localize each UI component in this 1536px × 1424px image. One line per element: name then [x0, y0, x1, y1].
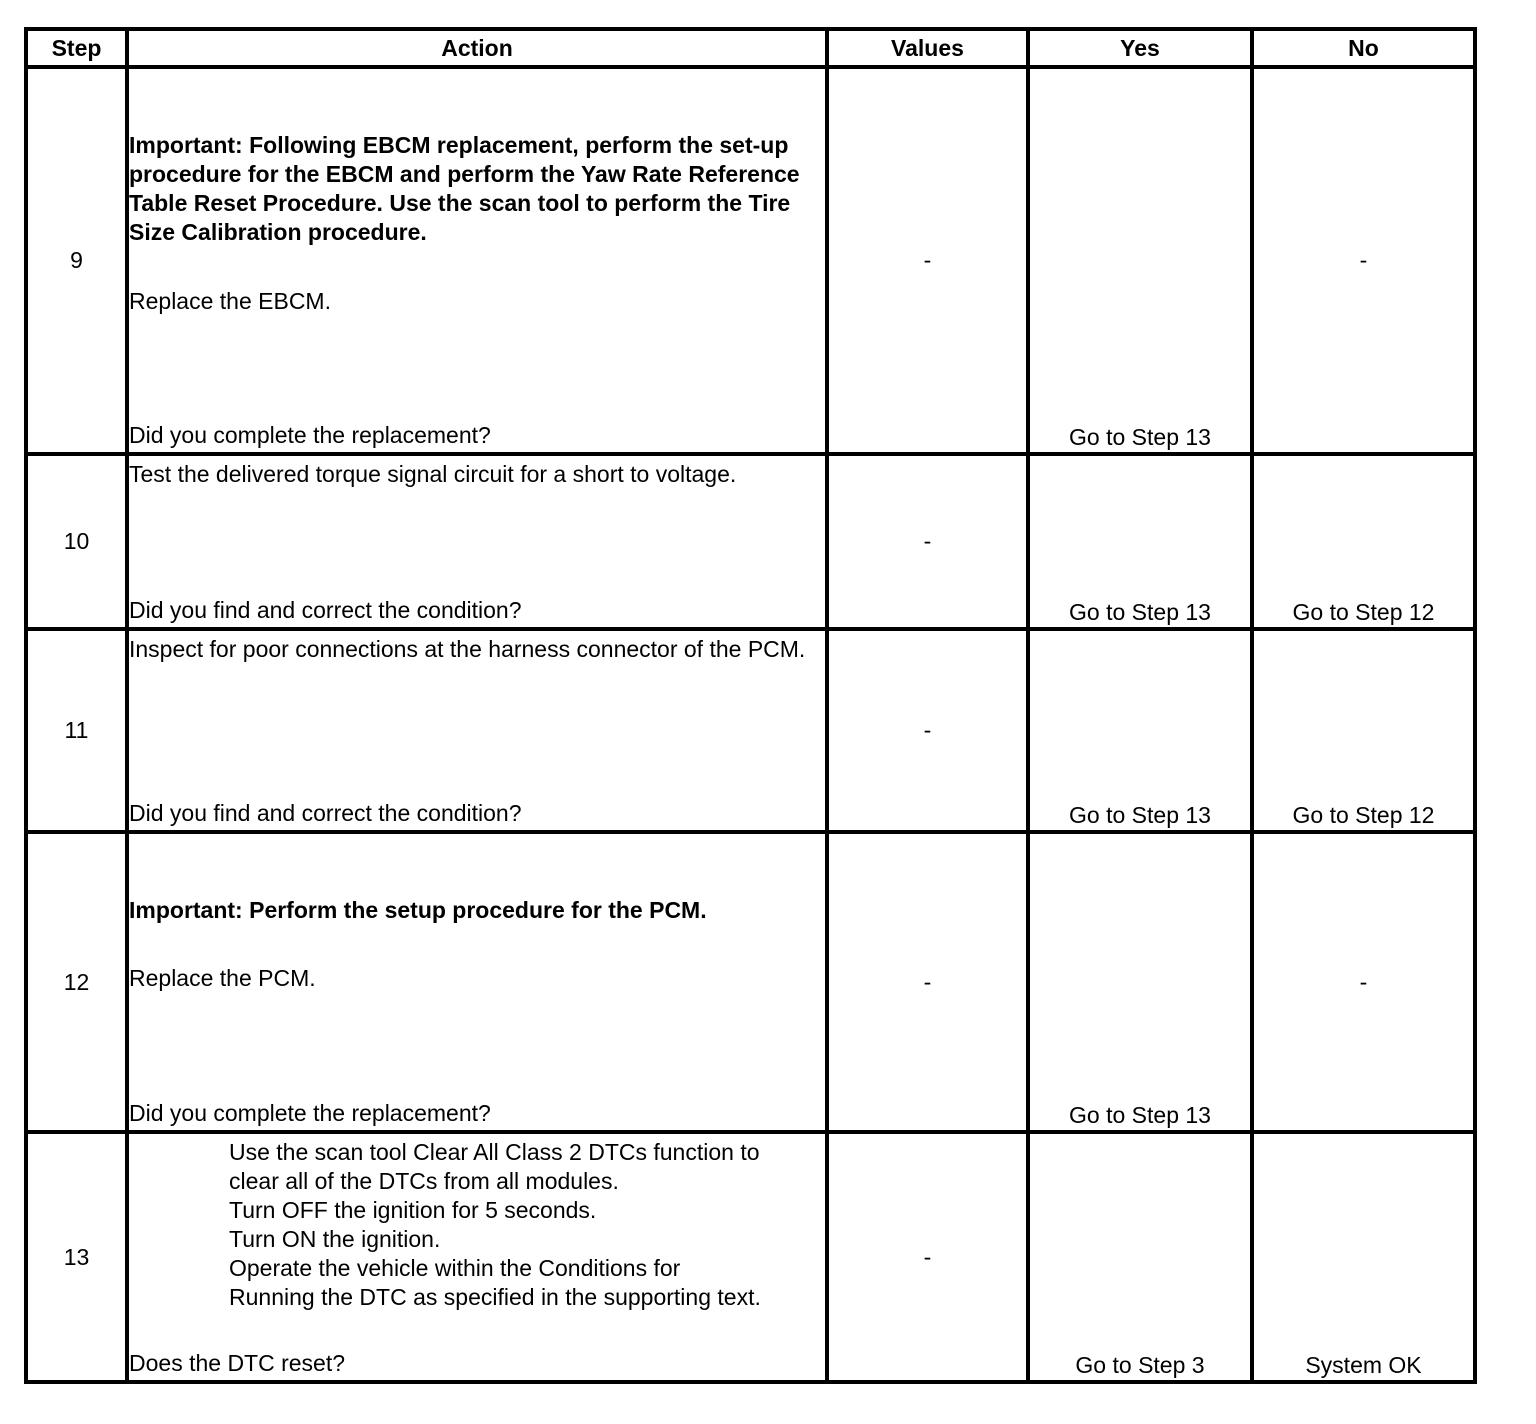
- list-item: Turn OFF the ignition for 5 seconds.: [229, 1197, 597, 1223]
- action-question: Did you find and correct the condition?: [129, 800, 522, 826]
- yes-cell: Go to Step 13: [1028, 629, 1252, 832]
- important-note: Important: Perform the setup procedure for the PCM.: [129, 897, 707, 923]
- header-row: [26, 29, 1475, 67]
- action-cell: [127, 67, 827, 454]
- list-item: Running the DTC as specified in the supporting text.: [229, 1284, 761, 1310]
- header-values: Values: [827, 29, 1028, 67]
- action-question: Did you complete the replacement?: [129, 422, 491, 448]
- no-cell: System OK: [1252, 1132, 1475, 1382]
- no-cell: -: [1252, 67, 1475, 454]
- list-item: clear all of the DTCs from all modules.: [229, 1168, 619, 1194]
- yes-cell: Go to Step 13: [1028, 454, 1252, 629]
- no-cell: Go to Step 12: [1252, 454, 1475, 629]
- values-cell: -: [827, 454, 1028, 629]
- action-question: Does the DTC reset?: [129, 1350, 346, 1376]
- action-cell: [127, 629, 827, 832]
- no-cell: Go to Step 12: [1252, 629, 1475, 832]
- diagnostic-table: [24, 27, 1477, 1384]
- step-number: 9: [26, 67, 127, 454]
- action-question: Did you complete the replacement?: [129, 1100, 491, 1126]
- table-row: [26, 1132, 1475, 1382]
- yes-cell: Go to Step 3: [1028, 1132, 1252, 1382]
- list-item: Turn ON the ignition.: [229, 1226, 441, 1252]
- table-row: [26, 832, 1475, 1132]
- table-row: [26, 629, 1475, 832]
- action-instruction: Replace the EBCM.: [129, 288, 331, 314]
- step-number: 11: [26, 629, 127, 832]
- table-row: [26, 67, 1475, 454]
- values-cell: -: [827, 832, 1028, 1132]
- values-cell: -: [827, 67, 1028, 454]
- action-instruction: Test the delivered torque signal circuit for a short to voltage.: [129, 461, 737, 487]
- action-steps-list: [129, 1138, 761, 1312]
- step-number: 13: [26, 1132, 127, 1382]
- action-question: Did you find and correct the condition?: [129, 597, 522, 623]
- table-row: [26, 454, 1475, 629]
- action-cell: [127, 454, 827, 629]
- action-cell: [127, 832, 827, 1132]
- header-action: Action: [127, 29, 827, 67]
- step-number: 12: [26, 832, 127, 1132]
- list-item: Operate the vehicle within the Conditions for: [229, 1255, 681, 1281]
- values-cell: -: [827, 629, 1028, 832]
- header-yes: Yes: [1028, 29, 1252, 67]
- yes-cell: Go to Step 13: [1028, 67, 1252, 454]
- values-cell: -: [827, 1132, 1028, 1382]
- list-item: Use the scan tool Clear All Class 2 DTCs function to: [229, 1139, 760, 1165]
- header-step: Step: [26, 29, 127, 67]
- important-note: Important: Following EBCM replacement, perform the set-up procedure for the EBCM and perform the Yaw Rate Reference Table Reset Procedure. Use the scan tool to perform the Tire Size Calibration procedure.: [129, 132, 800, 245]
- step-number: 10: [26, 454, 127, 629]
- yes-cell: Go to Step 13: [1028, 832, 1252, 1132]
- no-cell: -: [1252, 832, 1475, 1132]
- action-instruction: Replace the PCM.: [129, 965, 316, 991]
- action-instruction: Inspect for poor connections at the harness connector of the PCM.: [129, 636, 806, 662]
- header-no: No: [1252, 29, 1475, 67]
- action-cell: [127, 1132, 827, 1382]
